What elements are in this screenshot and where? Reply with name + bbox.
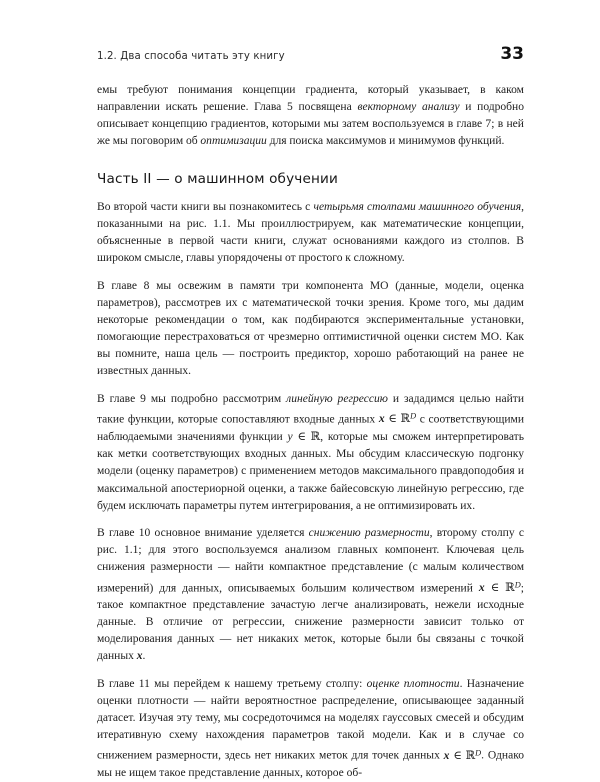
paragraph-four-pillars: Во второй части книги вы познакомитесь с четырьмя столпами машинного обучения, показанными на рис. 1.1. Мы проиллюстрируем, как математические концепции, объясненные в первой части книги, служат основаниями каждого из столпов. В широком смысле, главы упорядочены от простого к сложному.: [97, 200, 524, 264]
math-input-space-2: x ∈ ℝ$^D$: [478, 580, 521, 595]
math-output-space: y ∈ ℝ: [287, 429, 321, 444]
running-head-title: 1.2. Два способа читать эту книгу: [97, 51, 285, 62]
emphasis-dimensionality-reduction: снижению размерности: [308, 527, 430, 540]
paragraph-chapter-9: В главе 9 мы подробно рассмотрим линейную регрессию и зададимся целью найти такие функции, которые сопоставляют входные данных x ∈ ℝ$^D$ с соответствующими наблюдаемыми значениями функции y ∈ ℝ, которые мы сможем интерпретировать как метки соответствующих входных данных. Мы обсудим классическую подгонку модели (оценку параметров) с применением методов максимального правдоподобия и максимальной апостериорной оценки, а также байесовскую линейную регрессию, где будем исключать параметры путем интегрирования, а не оптимизировать их.: [97, 392, 524, 512]
text-block: [97, 82, 524, 782]
math-input-space: x ∈ ℝ$^D$: [378, 411, 417, 426]
paragraph-gradient-continuation: емы требуют понимания концепции градиента, который указывает, в каком направлении искать решение. Глава 5 посвящена векторному анализу и подробно описывает концепцию градиентов, которыми мы затем воспользуемся в главе 7; в ней же мы поговорим об оптимизации для поиска максимумов и минимумов функций.: [97, 84, 525, 148]
running-head: [97, 46, 524, 63]
emphasis-vector-analysis: векторному анализу: [357, 101, 460, 114]
paragraph-chapter-10: В главе 10 основное внимание уделяется снижению размерности, второму столпу с рис. 1.1; для этого воспользуемся анализом главных компонент. Ключевая цель снижения размерности — найти компактное представление (с малым количеством измерений) для данных, описываемых большим количеством измерений x ∈ ℝ$^D$; такое компактное представление зачастую легче анализировать, нежели исходные данные. В отличие от регрессии, снижение размерности зависит только от моделирования данных — нет никаких меток, которые были бы связаны с точкой данных x.: [97, 527, 524, 663]
page-number: 33: [500, 44, 524, 64]
section-heading-wrapper: [97, 171, 524, 187]
math-input-space-3: x ∈ ℝ$^D$: [443, 747, 482, 762]
paragraph-chapter-8: В главе 8 мы освежим в памяти три компонента МО (данные, модели, оценка параметров), рассмотрев их с математической точки зрения. Кроме того, мы дадим некоторые рекомендации о том, как подбираются экспериментальные установки, помогающие перестраховаться от чрезмерно оптимистичной оценки систем МО. Как вы помните, наша цель — построить предиктор, хорошо работающий на ранее не известных данных.: [97, 279, 524, 378]
emphasis-optimization: оптимизации: [200, 135, 267, 148]
paragraph-chapter-11: В главе 11 мы перейдем к нашему третьему столпу: оценке плотности. Назначение оценки плотности — найти вероятностное распределение, описывающее заданный датасет. Изучая эту тему, мы сосредоточимся на моделях гауссовых смесей и обсудим итеративную схему нахождения параметров такой модели. Как и в случае со снижением размерности, здесь нет никаких меток для точек данных x ∈ ℝ$^D$. Однако мы не ищем такое представление данных, которое об-: [97, 678, 525, 779]
section-heading: Часть II — о машинном обучении: [97, 171, 338, 188]
math-input-vector: x: [136, 650, 143, 663]
emphasis-four-pillars: четырьмя столпами машинного обучения: [313, 200, 522, 213]
emphasis-density-estimation: оценке плотности: [366, 678, 460, 690]
emphasis-linear-regression: линейную регрессию: [286, 392, 388, 405]
